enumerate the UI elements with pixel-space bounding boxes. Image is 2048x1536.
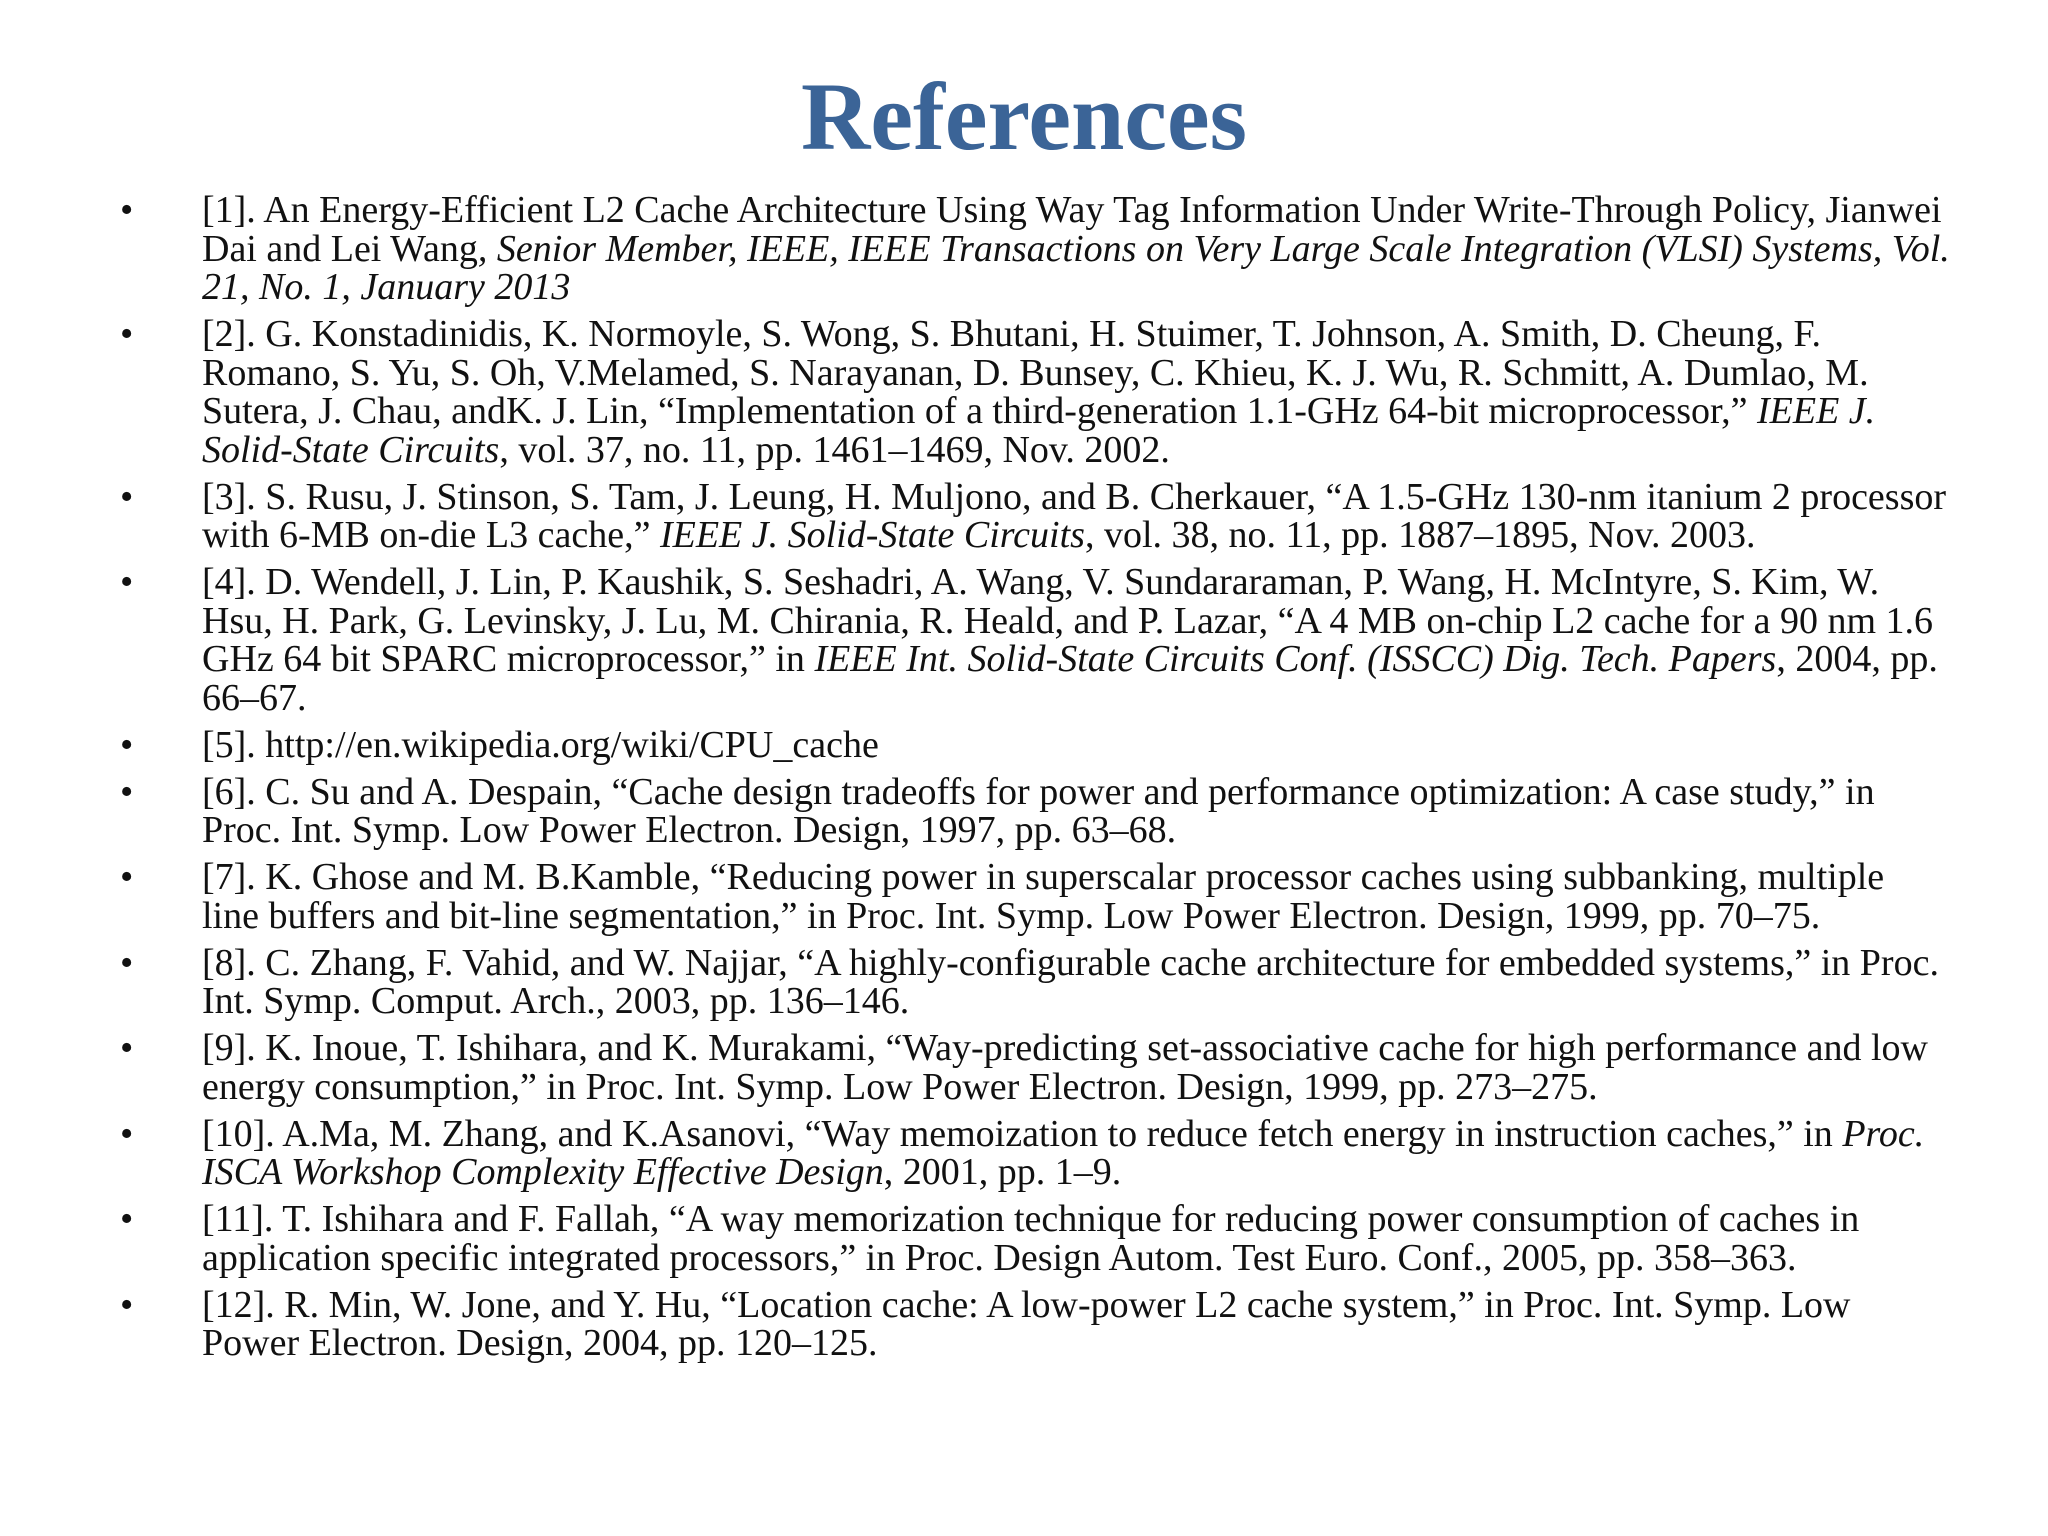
bullet-icon: • bbox=[120, 723, 134, 766]
reference-segment: [2]. G. Konstadinidis, K. Normoyle, S. Wong, S. Bhutani, H. Stuimer, T. Johnson, A. Smith, D. Cheung, F. Romano, S. Yu, S. Oh, V.Melamed, S. Narayanan, D. Bunsey, C. Khieu, K. J. Wu, R. Schmitt, A. Dumlao, M. Sutera, J. Chau, andK. J. Lin, “Implementation of a third-generation 1.1-GHz 64-bit microprocessor,” bbox=[202, 313, 1869, 432]
bullet-icon: • bbox=[120, 1198, 134, 1240]
bullet-icon: • bbox=[120, 941, 134, 984]
bullet-icon: • bbox=[120, 1112, 134, 1155]
reference-text bbox=[202, 1113, 1924, 1194]
reference-segment: [7]. K. Ghose and M. B.Kamble, “Reducing power in superscalar processor caches using subbanking, multiple line buffers and bit-line segmentation,” in Proc. Int. Symp. Low Power Electron. Design, 1999, pp. 70–75. bbox=[202, 856, 1885, 937]
reference-segment: [5]. http://en.wikipedia.org/wiki/CPU_cache bbox=[202, 723, 879, 766]
reference-segment: , 2004, pp. 66–67. bbox=[202, 638, 1938, 719]
reference-segment: [12]. R. Min, W. Jone, and Y. Hu, “Location cache: A low-power L2 cache system,” in Proc. Int. Symp. Low Power Electron. Design, 2004, pp. 120–125. bbox=[202, 1283, 1851, 1364]
reference-item bbox=[120, 858, 1950, 935]
bullet-icon: • bbox=[120, 561, 134, 603]
reference-text bbox=[202, 189, 1950, 308]
reference-text bbox=[202, 561, 1938, 719]
reference-item bbox=[120, 563, 1950, 717]
reference-italic-segment: , Senior Member, IEEE, IEEE Transactions on Very Large Scale Integration (VLSI) Systems, Vol. 21, No. 1, January 2013 bbox=[202, 227, 1950, 308]
reference-text bbox=[202, 1284, 1850, 1365]
bullet-icon: • bbox=[120, 313, 134, 355]
reference-segment: [4]. D. Wendell, J. Lin, P. Kaushik, S. Seshadri, A. Wang, V. Sundararaman, P. Wang, H. McIntyre, S. Kim, W. Hsu, H. Park, G. Levinsky, J. Lu, M. Chirania, R. Heald, and P. Lazar, “A 4 MB on-chip L2 cache for a 90 nm 1.6 GHz 64 bit SPARC microprocessor,” in bbox=[202, 561, 1934, 680]
reference-italic-segment: IEEE J. Solid-State Circuits bbox=[659, 514, 1085, 556]
reference-text bbox=[202, 1198, 1859, 1279]
reference-item bbox=[120, 315, 1950, 469]
reference-item bbox=[120, 770, 1950, 851]
bullet-icon: • bbox=[120, 475, 134, 518]
reference-text bbox=[202, 942, 1939, 1023]
slide-title: References bbox=[801, 63, 1247, 170]
reference-text bbox=[202, 476, 1946, 557]
reference-item bbox=[120, 941, 1950, 1022]
reference-segment: [6]. C. Su and A. Despain, “Cache design tradeoffs for power and performance optimization: A case study,” in Proc. Int. Symp. Low Power Electron. Design, 1997, pp. 63–68. bbox=[202, 770, 1875, 851]
reference-item bbox=[120, 191, 1950, 307]
reference-segment: [10]. A.Ma, M. Zhang, and K.Asanovi, “Way memoization to reduce fetch energy in instruction caches,” in bbox=[202, 1112, 1843, 1155]
reference-segment: , vol. 37, no. 11, pp. 1461–1469, Nov. 2002. bbox=[499, 428, 1170, 471]
bullet-icon: • bbox=[120, 1027, 134, 1069]
reference-text bbox=[202, 313, 1875, 471]
reference-item bbox=[120, 475, 1950, 556]
reference-text bbox=[202, 724, 879, 766]
reference-item bbox=[120, 1029, 1950, 1106]
reference-text bbox=[202, 856, 1884, 937]
reference-item bbox=[120, 1200, 1950, 1277]
reference-italic-segment: Proc. ISCA Workshop Complexity Effective Design bbox=[202, 1112, 1925, 1193]
reference-segment: [9]. K. Inoue, T. Ishihara, and K. Murakami, “Way-predicting set-associative cache for high performance and low energy consumption,” in Proc. Int. Symp. Low Power Electron. Design, 1999, pp. 273–275. bbox=[202, 1027, 1928, 1108]
bullet-icon: • bbox=[120, 770, 134, 813]
reference-segment: , vol. 38, no. 11, pp. 1887–1895, Nov. 2003. bbox=[1084, 514, 1756, 556]
reference-segment: , 2001, pp. 1–9. bbox=[883, 1151, 1122, 1193]
reference-text bbox=[202, 1027, 1928, 1108]
reference-italic-segment: IEEE Int. Solid-State Circuits Conf. (ISSCC) Dig. Tech. Papers bbox=[814, 638, 1777, 680]
bullet-icon: • bbox=[120, 856, 134, 898]
references-list bbox=[120, 191, 1950, 1371]
reference-segment: [1]. An Energy-Efficient L2 Cache Architecture Using Way Tag Information Under Write-Through Policy, Jianwei Dai and Lei Wang bbox=[202, 189, 1942, 270]
reference-item bbox=[120, 1283, 1950, 1364]
reference-item bbox=[120, 723, 1950, 766]
reference-segment: [3]. S. Rusu, J. Stinson, S. Tam, J. Leung, H. Muljono, and B. Cherkauer, “A 1.5-GHz 130-nm itanium 2 processor with 6-MB on-die L3 cache,” bbox=[202, 475, 1947, 556]
reference-segment: [8]. C. Zhang, F. Vahid, and W. Najjar, “A highly-configurable cache architecture for embedded systems,” in Proc. Int. Symp. Comput. Arch., 2003, pp. 136–146. bbox=[202, 941, 1939, 1022]
reference-segment: [11]. T. Ishihara and F. Fallah, “A way memorization technique for reducing power consumption of caches in application specific integrated processors,” in Proc. Design Autom. Test Euro. Conf., 2005, pp. 358–363. bbox=[202, 1198, 1860, 1279]
reference-text bbox=[202, 771, 1875, 852]
bullet-icon: • bbox=[120, 1283, 134, 1326]
reference-italic-segment: IEEE J. Solid-State Circuits bbox=[202, 390, 1876, 471]
bullet-icon: • bbox=[120, 189, 134, 231]
reference-item bbox=[120, 1112, 1950, 1193]
